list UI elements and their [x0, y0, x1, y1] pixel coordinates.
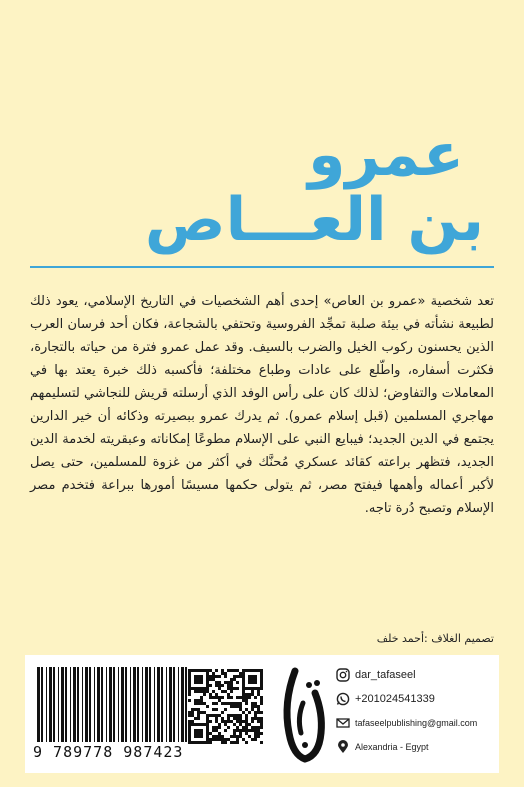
- contact-phone: [336, 687, 496, 711]
- location-pin-icon: [336, 740, 350, 754]
- instagram-icon: [336, 668, 350, 682]
- contact-location: [336, 735, 496, 759]
- back-cover-info-panel: [25, 655, 499, 773]
- contact-list: [336, 663, 496, 759]
- synopsis-paragraph: تعد شخصية «عمرو بن العاص» إحدى أهم الشخصيات في التاريخ الإسلامي، يعود ذلك لطبيعة نشأته في بيئة صلبة تمجِّد الفروسية وتحتفي بالشجاعة، فكان أحد فرسان العرب الذين يحسنون ركوب الخيل والضرب بالسيف. وقد عمل عمرو فترة من حياته بالتجارة، فكثرت أسفاره، واطّلع على عادات وطباع مختلفة؛ فأكسبه ذلك خبرة يعتد بها في المعاملات والتفاوض؛ لذلك كان على رأس الوفد الذي أرسلته قريش للنجاشي لتسليمهم مهاجري المسلمين (قبل إسلام عمرو). ثم يدرك عمرو ببصيرته وذكائه أن خير الدارين يجتمع في الدين الجديد؛ فيبايع النبي على الإسلام مطوعًا إمكاناته وعبقريته لخدمة الدين الجديد، فتظهر براعته كقائد عسكري مُحنَّك في أكثر من غزوة للمسلمين، حتى يصل لأكبر أعماله وأهمها فيفتح مصر، ثم يتولى حكمها مسيسًا أمورها ببراعة فتخدم مصر الإسلام وتصبح دُرة تاجه.: [30, 294, 494, 516]
- location-text: Alexandria - Egypt: [355, 742, 429, 752]
- phone-number[interactable]: +201024541339: [355, 693, 435, 705]
- instagram-handle[interactable]: dar_tafaseel: [355, 669, 416, 681]
- book-title-line1: عمرو: [308, 120, 464, 190]
- whatsapp-icon: [336, 692, 350, 706]
- barcode-number: 9 789778 987423: [33, 743, 184, 761]
- barcode: [35, 667, 190, 742]
- publisher-logo-icon: [275, 663, 333, 763]
- title-divider: [30, 266, 494, 268]
- cover-design-credit: تصميم الغلاف :أحمد خلف: [376, 632, 494, 645]
- book-title-line2: بن العـــاص: [144, 185, 484, 255]
- email-icon: [336, 716, 350, 730]
- contact-instagram: [336, 663, 496, 687]
- contact-email: [336, 711, 496, 735]
- qr-code: [188, 669, 263, 744]
- email-address[interactable]: tafaseelpublishing@gmail.com: [355, 718, 478, 728]
